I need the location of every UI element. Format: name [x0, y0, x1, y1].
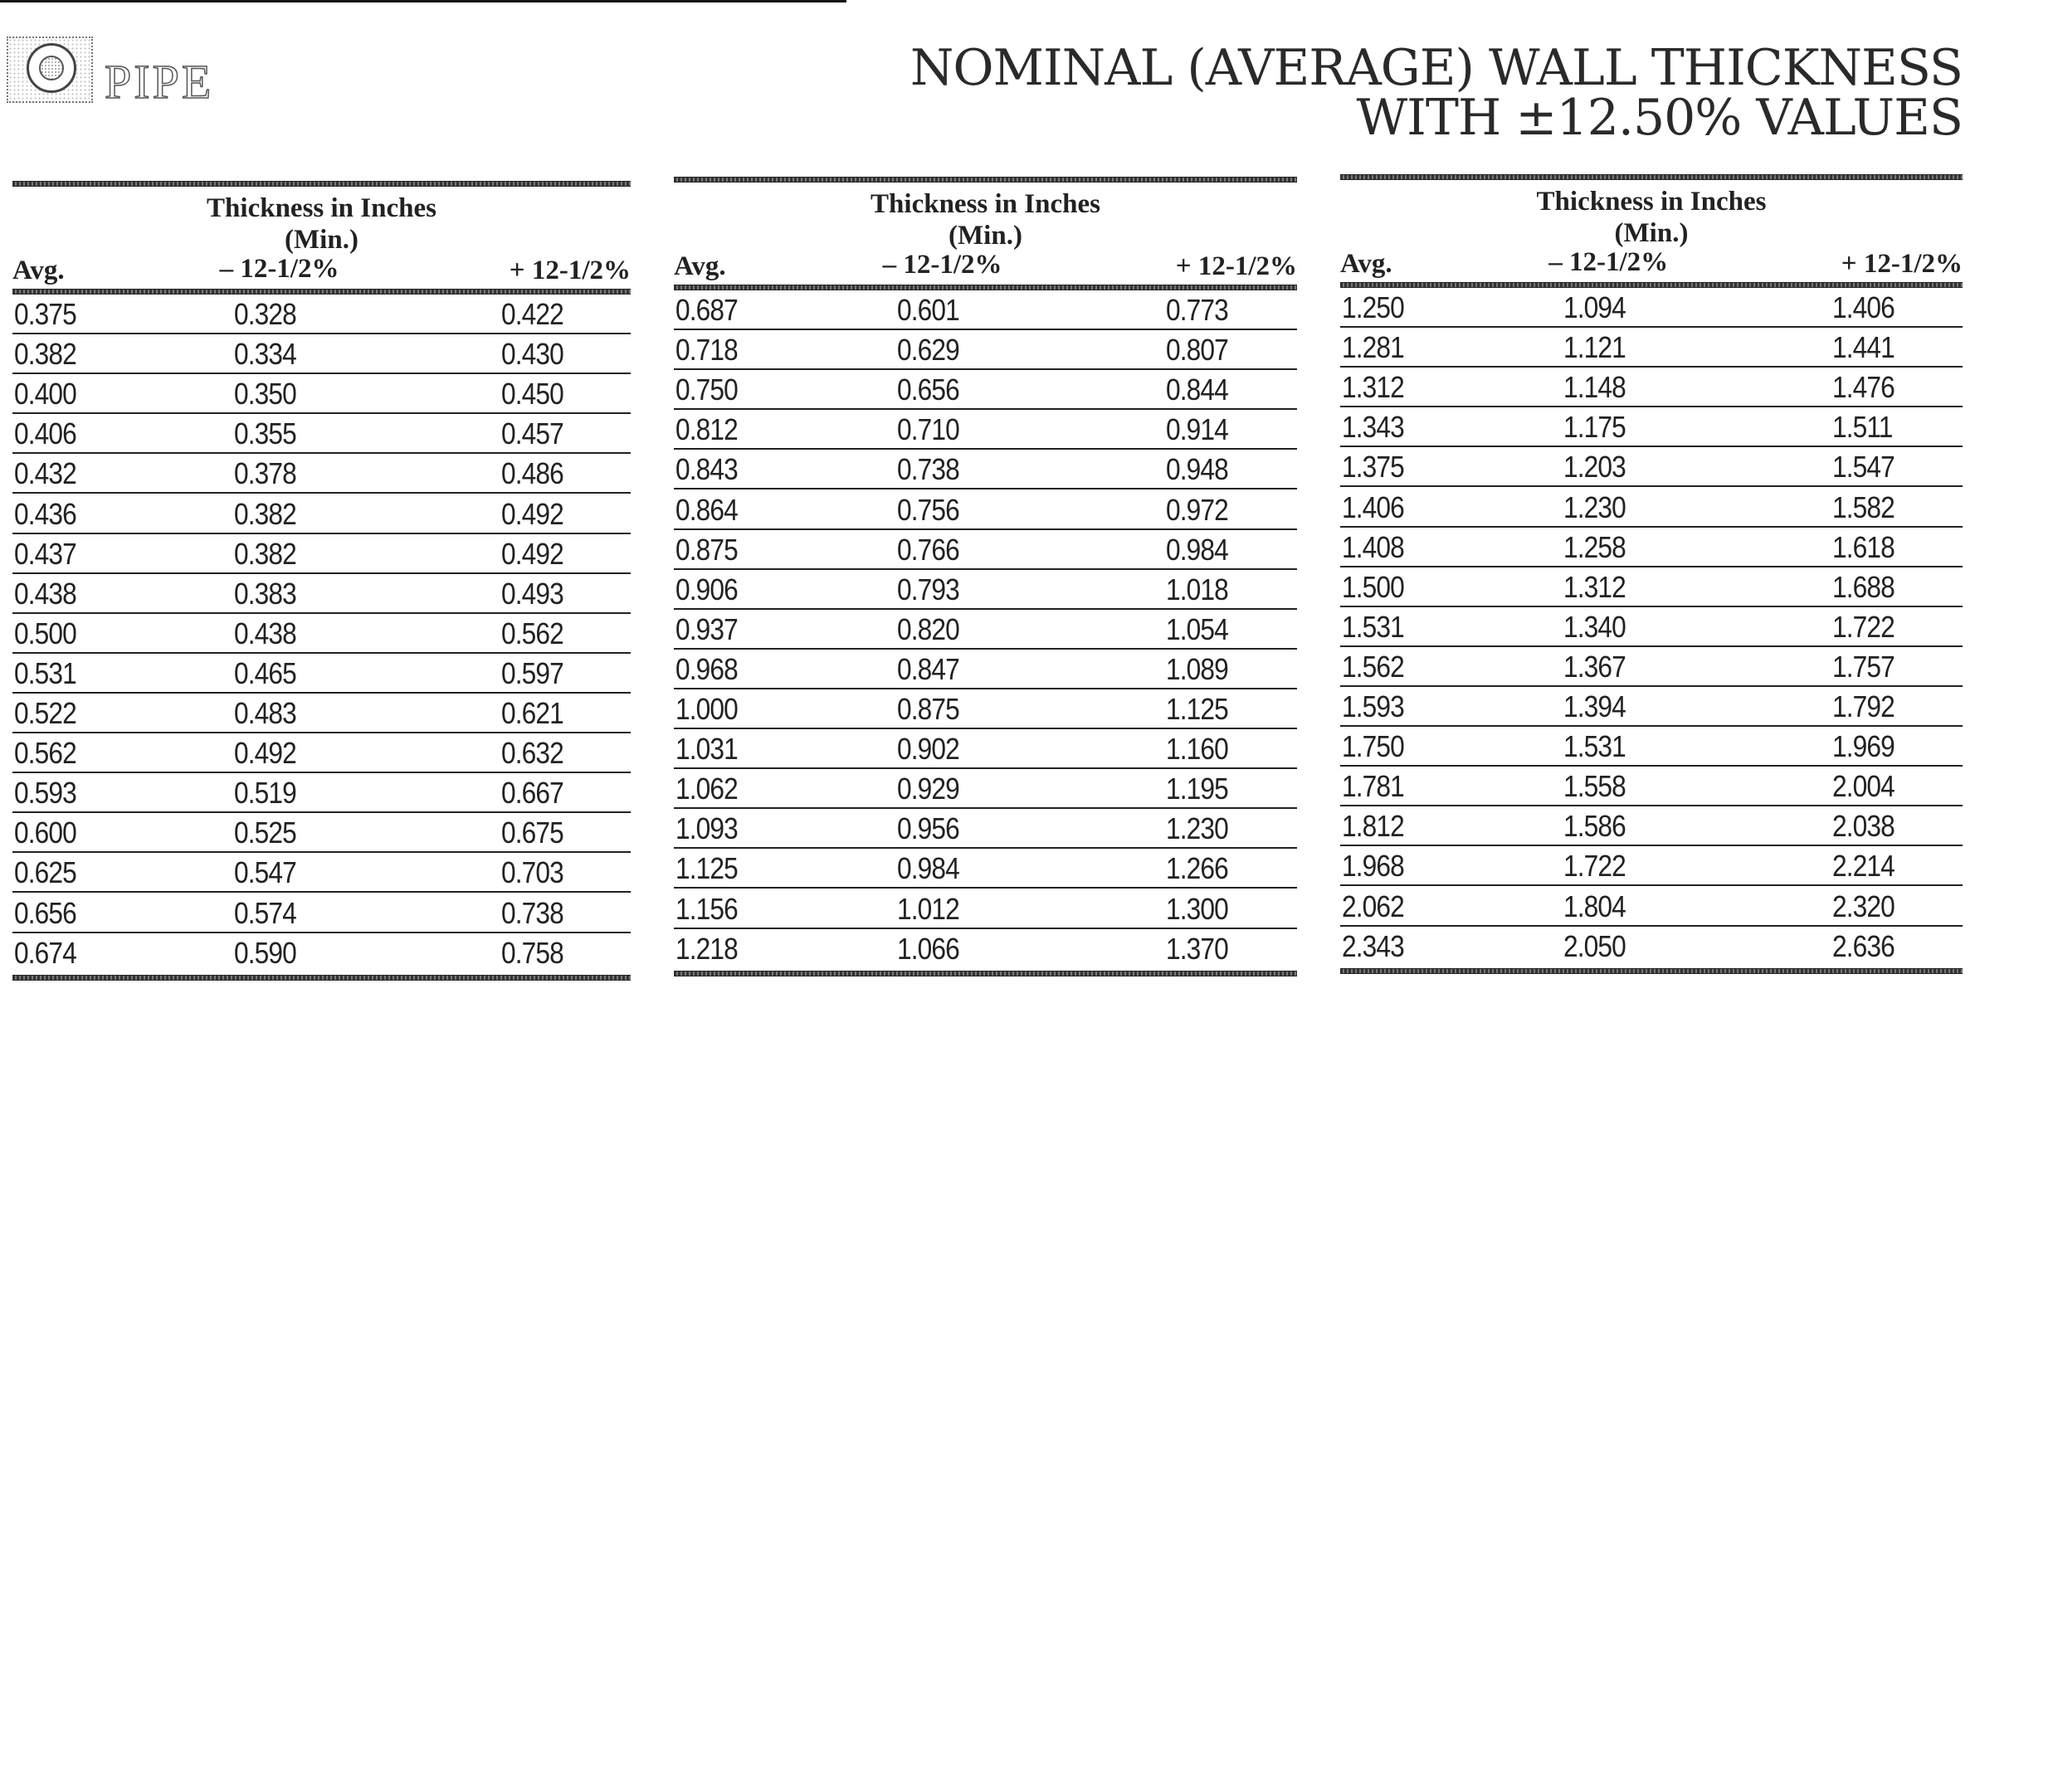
- cell-avg: 0.438: [14, 576, 76, 611]
- cell-avg: 0.375: [14, 297, 76, 331]
- cell-minus: 1.531: [1563, 729, 1626, 764]
- cell-minus: 0.738: [896, 452, 959, 487]
- logo-core: [39, 56, 64, 80]
- table-row: [674, 530, 1297, 570]
- cell-avg: 0.593: [14, 776, 76, 811]
- cell-avg: 0.875: [675, 532, 738, 567]
- cell-plus: 1.582: [1831, 489, 1895, 524]
- table-row: [12, 574, 631, 614]
- cell-minus: 1.012: [896, 891, 959, 926]
- cell-plus: 2.038: [1831, 809, 1895, 844]
- cell-minus: 1.203: [1563, 450, 1626, 485]
- table-row: [1340, 488, 1963, 528]
- cell-plus: 1.195: [1166, 772, 1229, 806]
- cell-plus: 0.457: [500, 416, 563, 451]
- cell-avg: 0.864: [675, 492, 738, 527]
- cell-minus: 0.656: [896, 373, 959, 407]
- cell-plus: 0.807: [1166, 333, 1229, 368]
- table-row: [1340, 288, 1963, 328]
- table-row: [12, 374, 631, 414]
- bottom-rule: [674, 971, 1297, 976]
- table-row: [674, 929, 1297, 969]
- table-row: [12, 894, 631, 933]
- cell-minus: 0.382: [233, 496, 296, 531]
- table-row: [674, 290, 1297, 330]
- column-header-minus: – 12-1/2%: [1548, 247, 1669, 277]
- table-row: [674, 570, 1297, 610]
- cell-plus: 0.450: [500, 377, 563, 411]
- cell-avg: 1.062: [675, 772, 738, 806]
- cell-avg: 1.375: [1342, 450, 1404, 485]
- column-header-avg: Avg.: [674, 251, 726, 281]
- cell-avg: 1.250: [1342, 290, 1404, 324]
- cell-plus: 2.004: [1831, 769, 1895, 804]
- column-header-avg: Avg.: [1340, 249, 1392, 279]
- header-rule: [674, 285, 1297, 290]
- cell-avg: 0.432: [14, 456, 76, 491]
- cell-plus: 0.738: [500, 895, 563, 930]
- cell-avg: 2.343: [1342, 928, 1404, 963]
- cell-minus: 1.175: [1563, 410, 1626, 445]
- table-row: [12, 454, 631, 494]
- cell-minus: 1.722: [1563, 849, 1626, 884]
- bottom-rule: [12, 975, 631, 981]
- cell-plus: 0.972: [1166, 492, 1229, 527]
- cell-avg: 1.593: [1342, 689, 1404, 723]
- cell-avg: 0.562: [14, 736, 76, 771]
- table-row: [1340, 447, 1963, 487]
- cell-plus: 1.511: [1831, 410, 1893, 445]
- cell-minus: 1.394: [1563, 689, 1626, 723]
- cell-plus: 1.266: [1166, 851, 1229, 886]
- cell-minus: 0.629: [896, 333, 959, 368]
- table-row: [12, 933, 631, 973]
- table-row: [1340, 407, 1963, 447]
- cell-minus: 0.902: [896, 732, 959, 767]
- table-row: [1340, 328, 1963, 368]
- cell-plus: 0.773: [1166, 293, 1229, 327]
- cell-avg: 1.408: [1342, 529, 1404, 564]
- cell-plus: 1.618: [1831, 529, 1895, 564]
- cell-minus: 1.312: [1563, 569, 1626, 604]
- cell-minus: 0.492: [233, 736, 296, 771]
- cell-avg: 1.156: [675, 891, 738, 926]
- cell-avg: 0.656: [14, 895, 76, 930]
- table-row: [12, 414, 631, 454]
- cell-minus: 0.334: [233, 337, 296, 372]
- cell-plus: 0.492: [500, 536, 563, 571]
- table-row: [1340, 767, 1963, 806]
- cell-minus: 1.066: [896, 931, 959, 966]
- cell-avg: 0.400: [14, 377, 76, 411]
- cell-minus: 1.340: [1563, 609, 1626, 644]
- group-title: Thickness in Inches: [1536, 187, 1767, 217]
- column-header-plus: + 12-1/2%: [1175, 251, 1297, 281]
- cell-minus: 0.547: [233, 855, 296, 890]
- cell-minus: 1.094: [1563, 290, 1626, 324]
- table-row: [1340, 607, 1963, 647]
- table-row: [674, 849, 1297, 889]
- cell-avg: 0.937: [675, 611, 738, 646]
- table-row: [1340, 806, 1963, 846]
- cell-avg: 0.500: [14, 616, 76, 650]
- header-rule: [12, 289, 631, 295]
- cell-minus: 0.710: [896, 412, 959, 447]
- cell-minus: 0.956: [896, 811, 959, 846]
- cell-plus: 0.486: [500, 456, 563, 491]
- cell-minus: 0.847: [896, 651, 959, 686]
- cell-plus: 0.621: [500, 696, 563, 730]
- cell-minus: 0.820: [896, 611, 959, 646]
- cell-avg: 1.750: [1342, 729, 1404, 764]
- cell-plus: 0.562: [500, 616, 563, 650]
- table-row: [1340, 727, 1963, 767]
- cell-plus: 1.722: [1831, 609, 1895, 644]
- cell-minus: 0.875: [896, 692, 959, 726]
- page-title-line-1: NOMINAL (AVERAGE) WALL THICKNESS: [910, 39, 1963, 97]
- cell-avg: 0.436: [14, 496, 76, 531]
- cell-avg: 1.343: [1342, 410, 1404, 445]
- cell-plus: 2.636: [1831, 928, 1895, 963]
- cell-avg: 1.812: [1342, 809, 1404, 844]
- table-row: [674, 729, 1297, 769]
- cell-avg: 0.522: [14, 696, 76, 730]
- cell-minus: 1.804: [1563, 889, 1626, 923]
- cell-minus: 0.382: [233, 536, 296, 571]
- top-rule: [1340, 174, 1963, 180]
- cell-avg: 0.906: [675, 572, 738, 606]
- cell-minus: 0.483: [233, 696, 296, 730]
- cell-avg: 1.125: [675, 851, 738, 886]
- column-header-avg: Avg.: [12, 256, 65, 285]
- cell-plus: 1.054: [1166, 611, 1229, 646]
- cell-minus: 1.558: [1563, 769, 1626, 804]
- group-subtitle: (Min.): [1614, 218, 1689, 248]
- cell-plus: 0.422: [500, 297, 563, 331]
- cell-avg: 1.093: [675, 811, 738, 846]
- cell-minus: 0.519: [233, 776, 296, 811]
- cell-avg: 1.500: [1342, 569, 1404, 604]
- group-title: Thickness in Inches: [871, 189, 1100, 219]
- cell-plus: 0.632: [500, 736, 563, 771]
- table-row: [12, 334, 631, 374]
- cell-plus: 0.844: [1166, 373, 1229, 407]
- cell-minus: 0.525: [233, 816, 296, 850]
- table-row: [12, 494, 631, 534]
- cell-plus: 0.758: [500, 935, 563, 970]
- table-row: [1340, 567, 1963, 607]
- cell-avg: 0.382: [14, 337, 76, 372]
- table-row: [12, 813, 631, 853]
- cell-minus: 0.438: [233, 616, 296, 650]
- cell-minus: 1.230: [1563, 489, 1626, 524]
- cell-avg: 0.531: [14, 655, 76, 690]
- cell-avg: 1.312: [1342, 370, 1404, 405]
- cell-avg: 0.406: [14, 416, 76, 451]
- cell-plus: 2.320: [1831, 889, 1895, 923]
- cell-plus: 1.125: [1166, 692, 1229, 726]
- cell-minus: 0.465: [233, 655, 296, 690]
- group-title: Thickness in Inches: [207, 193, 436, 223]
- page-title: [910, 39, 1963, 147]
- cell-plus: 0.948: [1166, 452, 1229, 487]
- thickness-table-1: [12, 181, 631, 980]
- cell-plus: 0.914: [1166, 412, 1229, 447]
- top-rule: [12, 181, 631, 187]
- cell-minus: 0.590: [233, 935, 296, 970]
- cell-plus: 1.018: [1166, 572, 1229, 606]
- column-header-minus: – 12-1/2%: [219, 254, 339, 284]
- cell-avg: 1.781: [1342, 769, 1404, 804]
- table-row: [674, 450, 1297, 489]
- cell-avg: 0.600: [14, 816, 76, 850]
- column-header-plus: + 12-1/2%: [1841, 249, 1963, 279]
- top-rule: [674, 177, 1297, 183]
- table-row: [674, 370, 1297, 410]
- cell-plus: 1.547: [1831, 450, 1895, 485]
- cell-minus: 0.766: [896, 532, 959, 567]
- cell-plus: 1.476: [1831, 370, 1895, 405]
- cell-plus: 0.675: [500, 816, 563, 850]
- cell-plus: 0.984: [1166, 532, 1229, 567]
- table-row: [12, 694, 631, 733]
- cell-plus: 1.688: [1831, 569, 1895, 604]
- cell-plus: 0.430: [500, 337, 563, 372]
- cell-avg: 1.968: [1342, 849, 1404, 884]
- cell-avg: 1.281: [1342, 330, 1404, 365]
- table-row: [12, 773, 631, 813]
- cell-plus: 0.703: [500, 855, 563, 890]
- cell-plus: 1.370: [1166, 931, 1229, 966]
- cell-plus: 0.667: [500, 776, 563, 811]
- table-row: [12, 853, 631, 893]
- cell-avg: 0.968: [675, 651, 738, 686]
- cell-plus: 1.089: [1166, 651, 1229, 686]
- table-row: [1340, 528, 1963, 567]
- logo-ring: [27, 43, 76, 93]
- table-row: [674, 889, 1297, 929]
- table-row: [1340, 687, 1963, 727]
- cell-plus: 1.441: [1831, 330, 1895, 365]
- cell-minus: 1.121: [1563, 330, 1626, 365]
- cell-minus: 0.328: [233, 297, 296, 331]
- page-title-line-2: WITH ±12.50% VALUES: [1356, 89, 1963, 147]
- cell-avg: 1.031: [675, 732, 738, 767]
- table-row: [12, 534, 631, 574]
- cell-minus: 1.367: [1563, 649, 1626, 684]
- group-subtitle: (Min.): [285, 225, 358, 255]
- cell-plus: 1.230: [1166, 811, 1229, 846]
- cell-plus: 0.492: [500, 496, 563, 531]
- cell-minus: 1.148: [1563, 370, 1626, 405]
- thickness-table-2: [674, 177, 1297, 976]
- column-header-minus: – 12-1/2%: [882, 250, 1002, 280]
- pipe-logo-icon: [7, 37, 93, 103]
- cell-avg: 0.750: [675, 373, 738, 407]
- cell-avg: 1.406: [1342, 489, 1404, 524]
- cell-minus: 2.050: [1563, 928, 1626, 963]
- column-header-plus: + 12-1/2%: [509, 256, 631, 285]
- table-row: [12, 733, 631, 773]
- cell-plus: 0.493: [500, 576, 563, 611]
- table-row: [674, 689, 1297, 729]
- cell-plus: 2.214: [1831, 849, 1895, 884]
- table-row: [674, 769, 1297, 809]
- cell-avg: 0.437: [14, 536, 76, 571]
- table-row: [674, 809, 1297, 849]
- cell-plus: 1.160: [1166, 732, 1229, 767]
- table-row: [1340, 368, 1963, 407]
- table-row: [1340, 887, 1963, 927]
- cell-minus: 0.383: [233, 576, 296, 611]
- cell-plus: 1.406: [1831, 290, 1895, 324]
- cell-minus: 0.984: [896, 851, 959, 886]
- table-row: [674, 410, 1297, 450]
- table-row: [1340, 927, 1963, 967]
- table-row: [12, 295, 631, 334]
- cell-plus: 1.969: [1831, 729, 1895, 764]
- bottom-rule: [1340, 968, 1963, 974]
- thickness-table-3: [1340, 174, 1963, 973]
- cell-avg: 0.812: [675, 412, 738, 447]
- table-row: [1340, 647, 1963, 687]
- table-row: [674, 650, 1297, 689]
- cell-minus: 0.929: [896, 772, 959, 806]
- cell-minus: 0.350: [233, 377, 296, 411]
- cell-plus: 1.300: [1166, 891, 1229, 926]
- cell-minus: 0.378: [233, 456, 296, 491]
- cell-minus: 1.586: [1563, 809, 1626, 844]
- cell-avg: 1.218: [675, 931, 738, 966]
- cell-minus: 1.258: [1563, 529, 1626, 564]
- brand-name: PIPE: [105, 55, 214, 109]
- cell-avg: 1.000: [675, 692, 738, 726]
- cell-avg: 0.674: [14, 935, 76, 970]
- header-rule: [1340, 282, 1963, 288]
- cell-avg: 0.687: [675, 293, 738, 327]
- cell-minus: 0.355: [233, 416, 296, 451]
- cell-minus: 0.601: [896, 293, 959, 327]
- cell-minus: 0.574: [233, 895, 296, 930]
- table-row: [1340, 846, 1963, 886]
- table-row: [12, 654, 631, 694]
- cell-plus: 0.597: [500, 655, 563, 690]
- cell-avg: 2.062: [1342, 889, 1404, 923]
- table-row: [674, 610, 1297, 650]
- cell-avg: 0.625: [14, 855, 76, 890]
- table-row: [674, 330, 1297, 370]
- cell-avg: 1.531: [1342, 609, 1404, 644]
- cell-avg: 0.843: [675, 452, 738, 487]
- cell-minus: 0.756: [896, 492, 959, 527]
- cell-plus: 1.792: [1831, 689, 1895, 723]
- table-row: [674, 490, 1297, 530]
- cell-avg: 0.718: [675, 333, 738, 368]
- group-subtitle: (Min.): [949, 221, 1022, 251]
- cell-minus: 0.793: [896, 572, 959, 606]
- table-row: [12, 614, 631, 654]
- cell-avg: 1.562: [1342, 649, 1404, 684]
- scan-edge-bar: [0, 0, 846, 2]
- cell-plus: 1.757: [1831, 649, 1895, 684]
